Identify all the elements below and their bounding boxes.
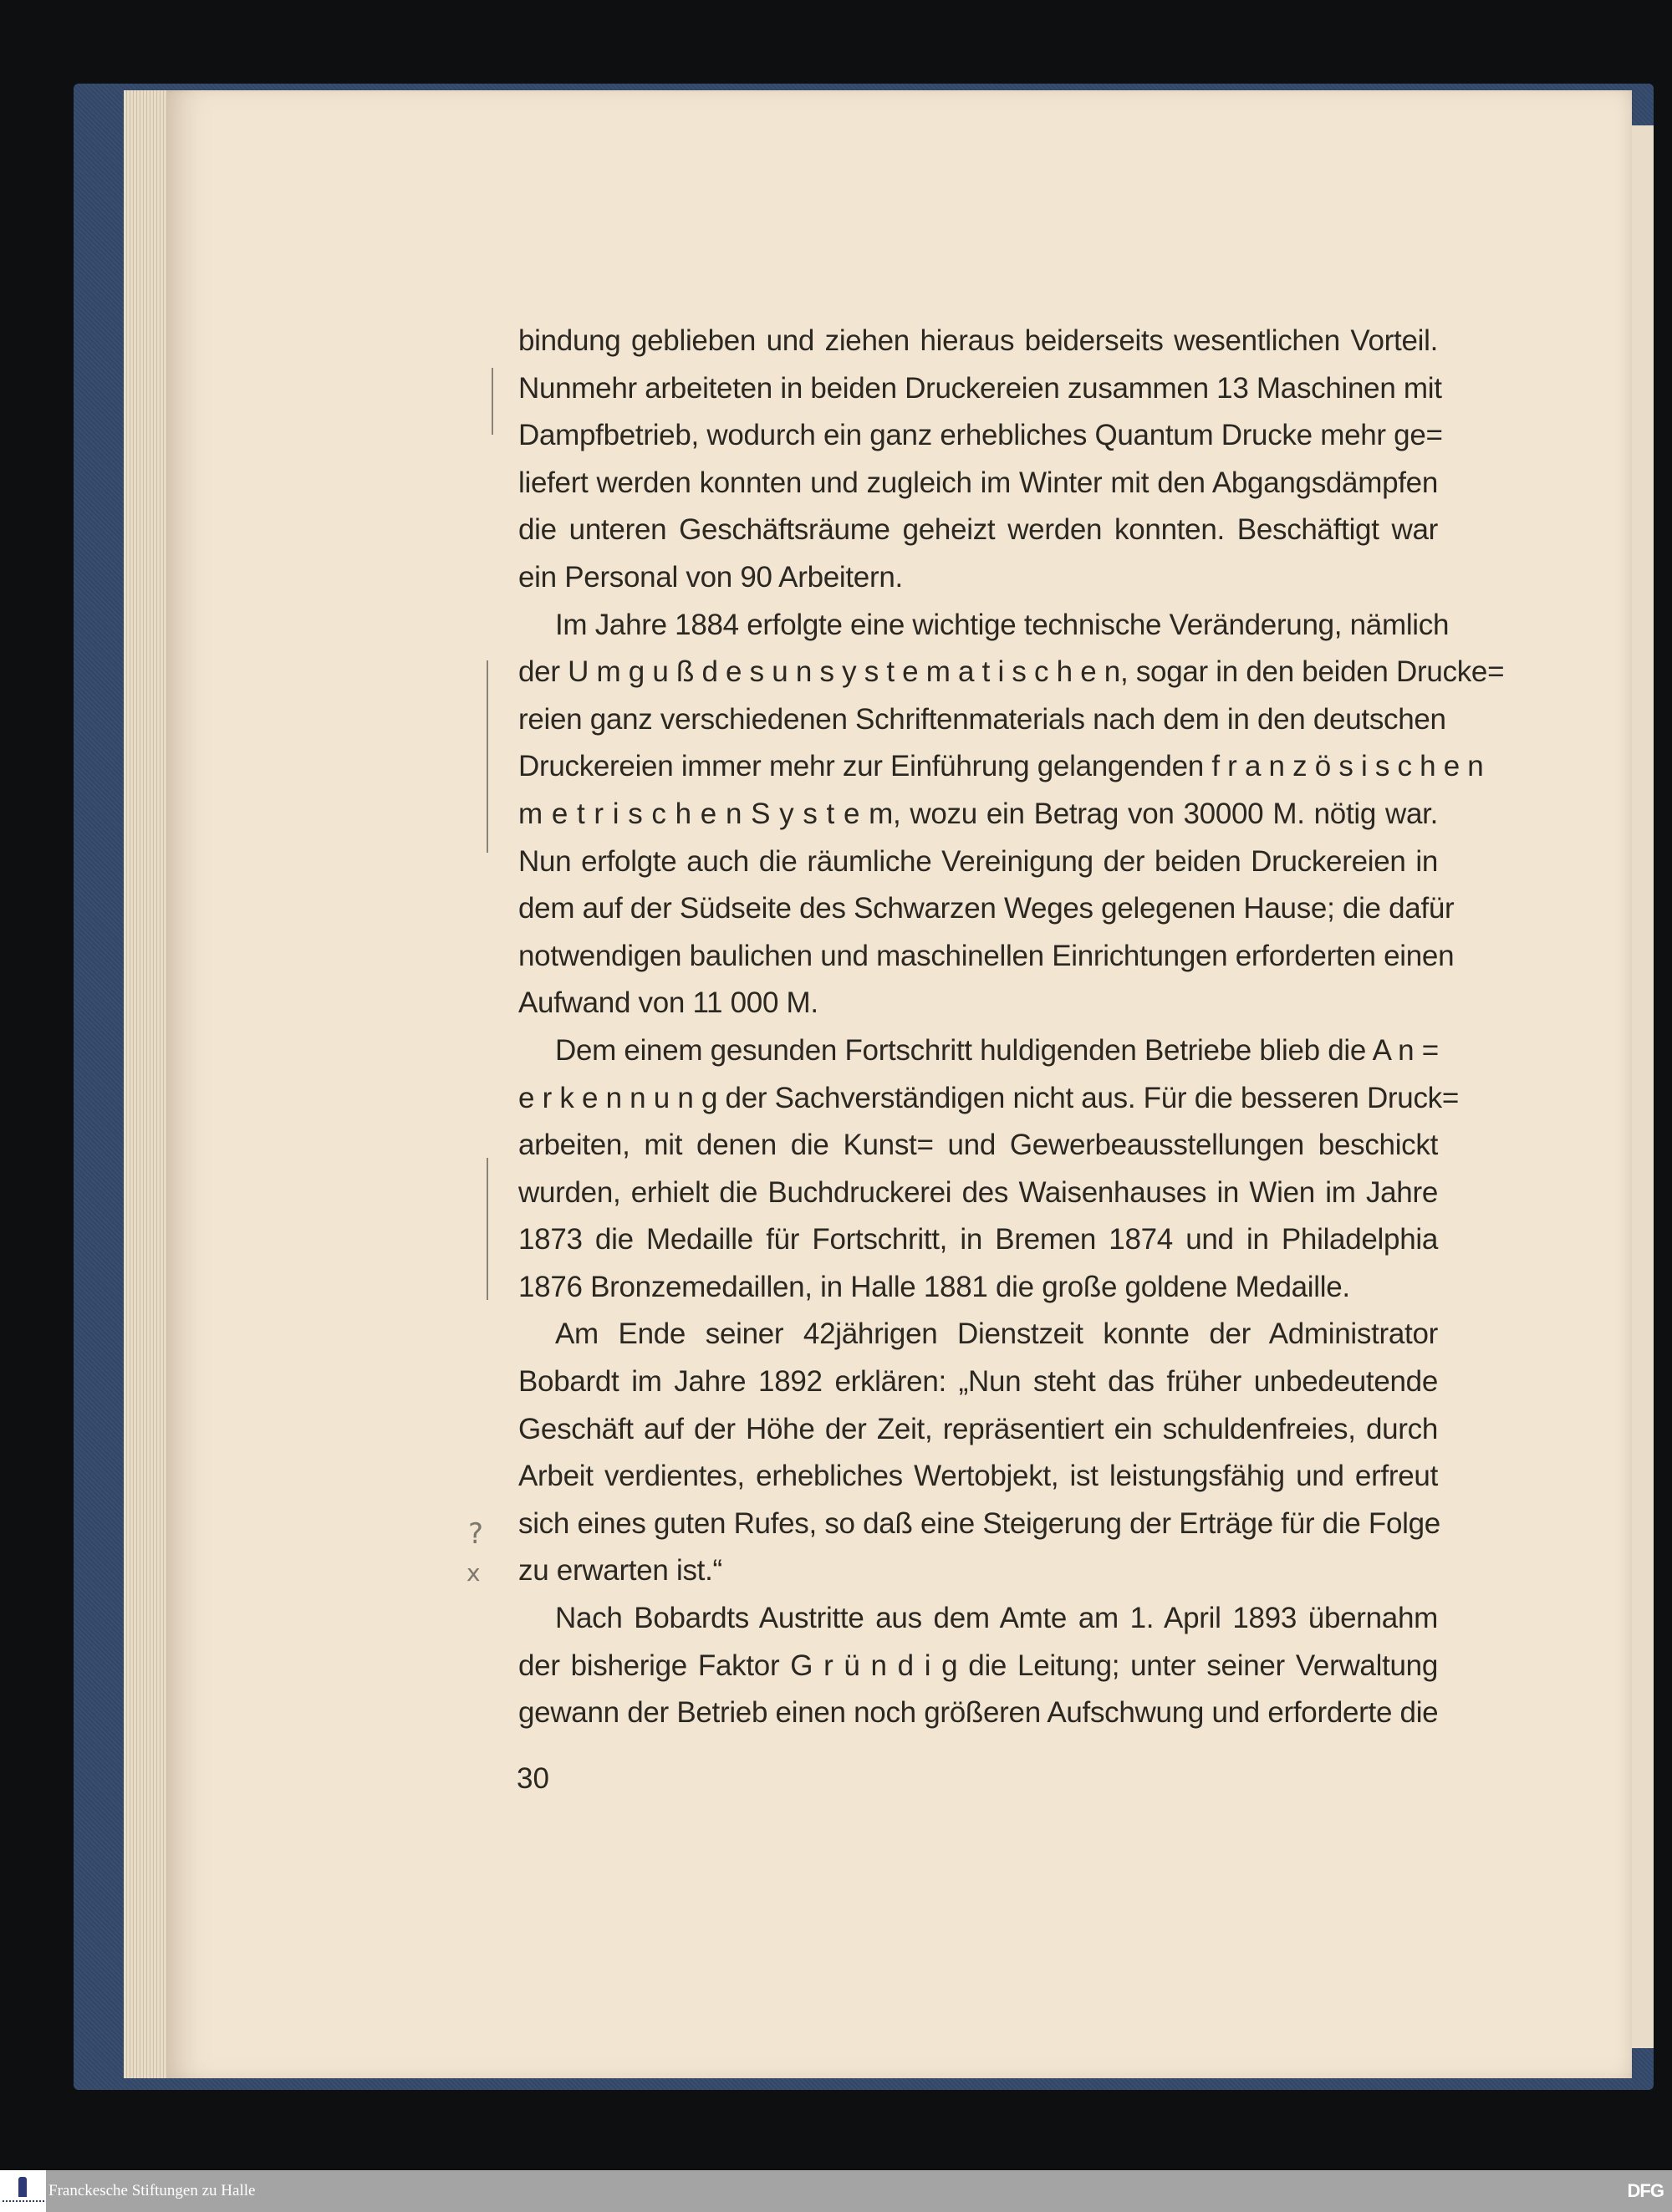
text-line: Dampfbetrieb, wodurch ein ganz erhebliches Quantum Drucke mehr ge= (518, 419, 1443, 452)
text-line: liefert werden konnten und zugleich im Winter mit den Abgangsdämpfen (518, 466, 1438, 499)
text-line: Bobardt im Jahre 1892 erklären: „Nun steht das früher unbedeutende (518, 1365, 1438, 1399)
pencil-margin-line (487, 660, 488, 853)
logo-figure-icon (18, 2177, 27, 2197)
facing-page-edge (1632, 125, 1654, 2048)
text-line: arbeiten, mit denen die Kunst= und Gewerbeausstellungen beschickt (518, 1129, 1438, 1162)
text-line: Arbeit verdientes, erhebliches Wertobjekt, ist leistungsfähig und erfreut (518, 1460, 1438, 1493)
text-line: Aufwand von 11 000 M. (518, 986, 818, 1020)
text-line: zu erwarten ist.“ (518, 1554, 722, 1588)
text-line: Nunmehr arbeiteten in beiden Druckereien zusammen 13 Maschinen mit (518, 371, 1442, 405)
text-line: ein Personal von 90 Arbeitern. (518, 560, 903, 594)
institution-logo[interactable] (0, 2170, 46, 2212)
text-line: Geschäft auf der Höhe der Zeit, repräsentiert ein schuldenfreies, durch (518, 1412, 1438, 1445)
logo-wordmark (3, 2200, 44, 2207)
footer-bar (0, 2170, 1672, 2212)
text-line: m e t r i s c h e n S y s t e m, wozu ein Betrag von 30000 M. nötig war. (518, 797, 1438, 830)
text-line: bindung geblieben und ziehen hieraus beiderseits wesentlichen Vorteil. (518, 324, 1438, 357)
text-line: Dem einem gesunden Fortschritt huldigenden Betriebe blieb die A n = (555, 1033, 1439, 1067)
pencil-question-mark: ? (468, 1517, 484, 1551)
text-line: Im Jahre 1884 erfolgte eine wichtige technische Veränderung, nämlich (555, 608, 1450, 641)
text-line: Druckereien immer mehr zur Einführung gelangenden f r a n z ö s i s c h e n (518, 750, 1484, 783)
pencil-x-mark: x (466, 1559, 481, 1587)
institution-name[interactable]: Franckesche Stiftungen zu Halle (48, 2182, 256, 2199)
text-line: wurden, erhielt die Buchdruckerei des Waisenhauses in Wien im Jahre (518, 1175, 1438, 1209)
text-line: der bisherige Faktor G r ü n d i g die Leitung; unter seiner Verwaltung (518, 1649, 1438, 1682)
text-line: Nach Bobardts Austritte aus dem Amte am 1. April 1893 übernahm (555, 1602, 1438, 1635)
text-line: sich eines guten Rufes, so daß eine Steigerung der Erträge für die Folge (518, 1506, 1440, 1540)
pencil-margin-line (487, 1158, 488, 1300)
text-line: Am Ende seiner 42jährigen Dienstzeit konnte der Administrator (555, 1318, 1438, 1351)
text-line: 1876 Bronzemedaillen, in Halle 1881 die große goldene Medaille. (518, 1270, 1350, 1303)
text-line: notwendigen baulichen und maschinellen Einrichtungen erforderten einen (518, 939, 1455, 972)
body-text (518, 318, 1505, 1737)
text-line: der U m g u ß d e s u n s y s t e m a t i s c h e n, sogar in den beiden Drucke= (518, 655, 1505, 689)
dfg-logo[interactable]: DFG (1627, 2180, 1664, 2201)
page-number: 30 (517, 1762, 549, 1795)
text-line: dem auf der Südseite des Schwarzen Weges gelegenen Hause; die dafür (518, 892, 1455, 925)
text-line: die unteren Geschäftsräume geheizt werden konnten. Beschäftigt war (518, 513, 1438, 547)
text-line: Nun erfolgte auch die räumliche Vereinigung der beiden Druckereien in (518, 844, 1438, 878)
text-line: reien ganz verschiedenen Schriftenmaterials nach dem in den deutschen (518, 702, 1446, 736)
pencil-margin-line (492, 368, 493, 435)
text-line: 1873 die Medaille für Fortschritt, in Bremen 1874 und in Philadelphia (518, 1223, 1438, 1256)
page-edges (124, 90, 174, 2078)
text-line: gewann der Betrieb einen noch größeren Aufschwung und erforderte die (518, 1696, 1439, 1730)
text-line: e r k e n n u n g der Sachverständigen nicht aus. Für die besseren Druck= (518, 1081, 1459, 1114)
